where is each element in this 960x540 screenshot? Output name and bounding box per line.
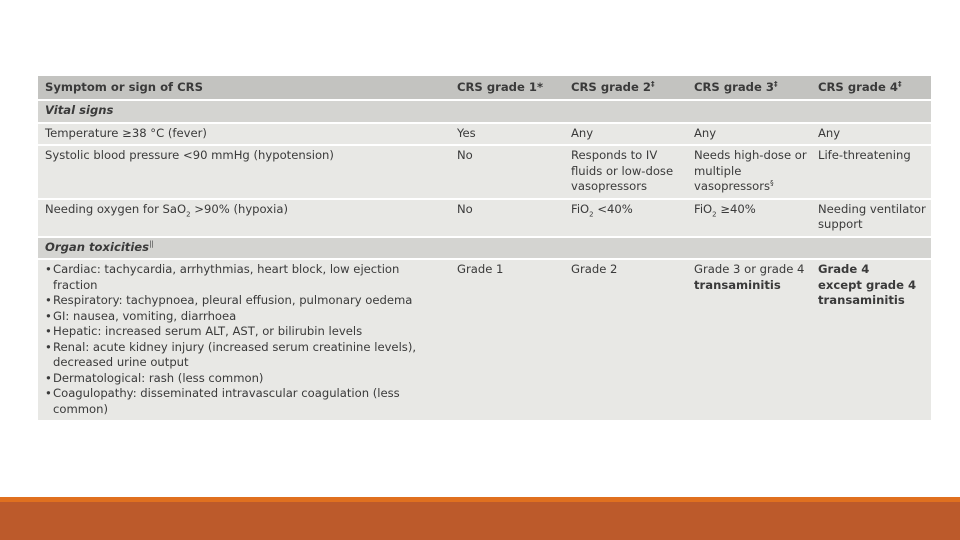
cell-grade-2: Responds to IV fluids or low-dose vasopressors — [564, 145, 687, 199]
cell-grade-4: Any — [811, 123, 931, 146]
cell-grade-4: Needing ventilator support — [811, 199, 931, 237]
row-label: Systolic blood pressure <90 mmHg (hypotension) — [38, 145, 450, 199]
cell-grade-1: Yes — [450, 123, 564, 146]
cell-grade-3: FiO$_2$ ≥40% — [687, 199, 811, 237]
header-symptom: Symptom or sign of CRS — [45, 79, 203, 94]
section-vital-signs — [38, 100, 931, 123]
header-grade-2: CRS grade 2‡ — [571, 79, 655, 94]
header-grade-4: CRS grade 4‡ — [818, 79, 902, 94]
cell-grade-3: Needs high-dose or multiple vasopressors§ — [687, 145, 811, 199]
list-item: • Hepatic: increased serum ALT, AST, or bilirubin levels — [45, 324, 446, 340]
cell-grade-2: FiO$_2$ <40% — [564, 199, 687, 237]
cell-grade-1: No — [450, 199, 564, 237]
list-item: • Respiratory: tachypnoea, pleural effusion, pulmonary oedema — [45, 293, 446, 309]
row-label — [38, 259, 450, 420]
crs-grading-table — [38, 76, 931, 420]
table-row-blood-pressure — [38, 145, 931, 199]
table-row-hypoxia — [38, 199, 931, 237]
list-item: • Renal: acute kidney injury (increased serum creatinine levels), decreased urine output — [45, 340, 446, 371]
header-grade-3: CRS grade 3‡ — [694, 79, 778, 94]
section-organ-toxicities — [38, 237, 931, 260]
list-item: • Coagulopathy: disseminated intravascular coagulation (less common) — [45, 386, 446, 417]
list-item: • Cardiac: tachycardia, arrhythmias, heart block, low ejection fraction — [45, 262, 446, 293]
table-row-organ-toxicities — [38, 259, 931, 420]
cell-grade-2: Any — [564, 123, 687, 146]
section-title: Vital signs — [38, 100, 931, 123]
row-label: Needing oxygen for SaO$_2$ >90% (hypoxia) — [38, 199, 450, 237]
cell-grade-4: Grade 4 except grade 4 transaminitis — [811, 259, 931, 420]
cell-grade-1: No — [450, 145, 564, 199]
list-item: • GI: nausea, vomiting, diarrhoea — [45, 309, 446, 325]
cell-grade-3: Grade 3 or grade 4 transaminitis — [687, 259, 811, 420]
cell-grade-4: Life-threatening — [811, 145, 931, 199]
list-item: • Dermatological: rash (less common) — [45, 371, 446, 387]
header-grade-1: CRS grade 1* — [457, 79, 544, 94]
footer-bar — [0, 502, 960, 540]
section-title: Organ toxicities|| — [38, 237, 931, 260]
table-header-row — [38, 76, 931, 100]
toxicity-list — [45, 262, 446, 417]
cell-grade-1: Grade 1 — [450, 259, 564, 420]
cell-grade-3: Any — [687, 123, 811, 146]
row-label: Temperature ≥38 °C (fever) — [38, 123, 450, 146]
table-row-temperature — [38, 123, 931, 146]
cell-grade-2: Grade 2 — [564, 259, 687, 420]
